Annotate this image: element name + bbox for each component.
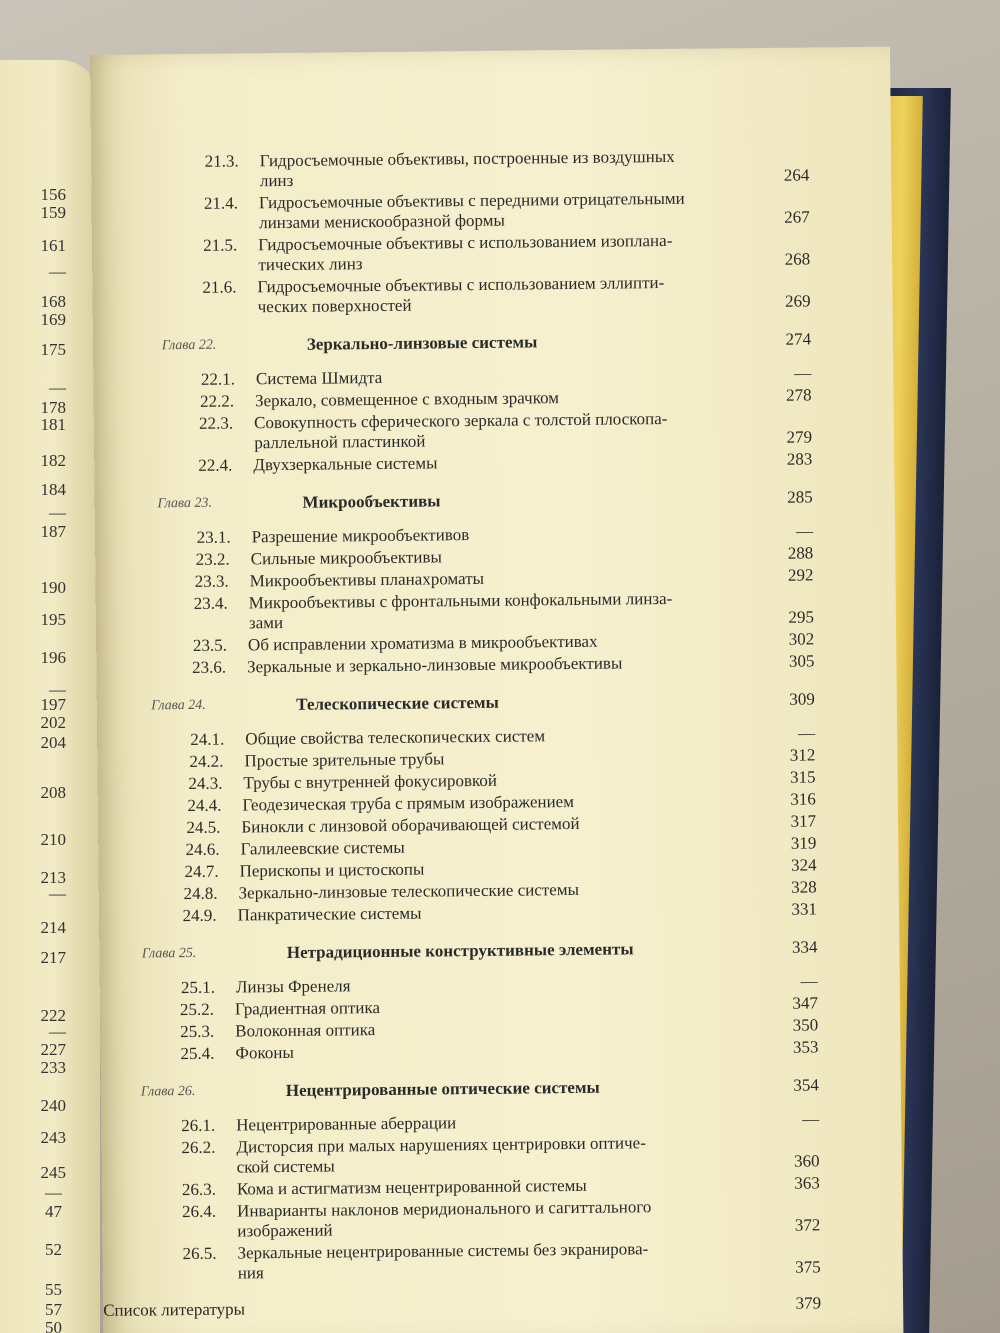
left-page-number: 233 <box>40 1058 66 1077</box>
section-number: 24.7. <box>184 861 219 882</box>
section-title-line: Зеркало, совмещенное с входным зрачком <box>254 388 560 411</box>
section-title-line: Двухзеркальные системы <box>253 453 438 475</box>
section-number: 24.4. <box>187 795 222 816</box>
section-title-line: Перископы и цистоскопы <box>239 859 425 881</box>
section-title-line: Простые зрительные трубы <box>244 749 445 771</box>
section-title-line: Инварианты наклонов меридионального и сагиттального <box>237 1197 652 1221</box>
section-title-line: Дисторсия при малых нарушениях центрировки оптиче- <box>236 1133 646 1157</box>
left-page-number: 195 <box>40 610 66 629</box>
section-title-line: Волоконная оптика <box>235 1020 376 1041</box>
section-title-line: Геодезическая труба с прямым изображением <box>242 791 575 815</box>
page-number: 372 <box>794 1215 821 1235</box>
left-page-number: 196 <box>40 648 66 667</box>
page-number: 309 <box>789 689 815 709</box>
section-number: 21.5. <box>203 235 238 255</box>
section-number: 24.3. <box>188 773 223 794</box>
left-page-number: 178 <box>40 398 66 417</box>
left-page-numbers <box>0 0 100 1333</box>
chapter-label: Глава 24. <box>151 697 206 714</box>
section-number: 22.2. <box>199 391 235 411</box>
left-page-number: 197 <box>40 695 66 714</box>
section-number: 25.1. <box>180 977 216 998</box>
page-number: 331 <box>791 899 818 919</box>
left-page-number: — <box>49 884 66 903</box>
toc-section <box>96 587 896 635</box>
left-page-number: 182 <box>40 451 66 470</box>
toc-section <box>94 407 894 455</box>
page-number: 285 <box>787 487 813 507</box>
section-number: 23.3. <box>194 571 229 591</box>
page-number: — <box>794 363 812 383</box>
section-number: 25.3. <box>180 1021 215 1042</box>
page-number: 324 <box>790 855 817 875</box>
section-number: 23.2. <box>195 549 230 569</box>
left-page-number: — <box>49 503 66 522</box>
section-title-line: тических линз <box>258 254 363 275</box>
section-title-line: ческих поверхностей <box>257 295 412 317</box>
toc-chapter <box>101 1075 901 1103</box>
page-number: 354 <box>793 1075 819 1095</box>
toc-section <box>92 229 892 277</box>
section-title-line: Нецентрированные аберрации <box>236 1113 457 1135</box>
page-number: 316 <box>790 789 816 809</box>
section-number: 22.3. <box>198 413 234 433</box>
page-number: 305 <box>788 651 815 671</box>
left-page-number: — <box>49 262 66 281</box>
section-title-line: Галилеевские системы <box>240 837 405 859</box>
page-number: 283 <box>786 449 813 469</box>
section-title-line: Градиентная оптика <box>234 998 381 1019</box>
section-title-line: Совокупность сферического зеркала с толстой плоскопа- <box>253 408 668 433</box>
section-title-line: Сильные микрообъективы <box>250 547 442 569</box>
section-title-line: Система Шмидта <box>255 367 383 389</box>
page-number: 319 <box>790 833 817 853</box>
section-title-line: Бинокли с линзовой оборачивающей системой <box>241 813 580 837</box>
left-page-number: — <box>49 378 66 397</box>
page-number: 264 <box>783 165 810 185</box>
left-page-number: — <box>49 680 66 699</box>
left-page-number: 213 <box>40 868 66 887</box>
left-page-number: 204 <box>40 733 66 752</box>
page-number: 312 <box>789 745 816 765</box>
section-number: 25.4. <box>180 1043 215 1064</box>
left-page-number: 184 <box>40 480 66 499</box>
section-title-line: Разрешение микрообъективов <box>251 525 470 547</box>
toc-chapter <box>97 689 897 717</box>
page-number: 267 <box>784 207 810 227</box>
page-number: 379 <box>795 1293 822 1313</box>
page-number: 375 <box>795 1257 821 1277</box>
chapter-title: Микрообъективы <box>302 491 441 512</box>
page-number: 334 <box>791 937 818 957</box>
toc-section <box>92 271 892 319</box>
left-page-number: — <box>45 1183 62 1202</box>
page-number: 363 <box>794 1173 820 1193</box>
toc-chapter <box>95 487 895 515</box>
section-title-line: Общие свойства телескопических систем <box>245 726 546 749</box>
page-number: 268 <box>784 249 811 269</box>
left-page-number: 181 <box>40 415 66 434</box>
section-title-line: ния <box>237 1263 264 1283</box>
left-page-number: 190 <box>40 578 66 597</box>
chapter-title: Нецентрированные оптические системы <box>285 1077 600 1101</box>
toc-chapter <box>93 329 893 357</box>
section-title-line: ской системы <box>236 1156 335 1177</box>
left-page-number: 175 <box>40 340 66 359</box>
chapter-label: Глава 26. <box>140 1083 196 1100</box>
left-page-number: 243 <box>40 1128 66 1147</box>
section-title-line: Зеркально-линзовые телескопические системы <box>238 879 580 903</box>
toc-bibliography <box>103 1293 903 1321</box>
section-title-line: изображений <box>237 1220 333 1241</box>
toc-section <box>91 187 891 235</box>
left-page-number: 240 <box>40 1096 66 1115</box>
section-title-line: линзами менискообразной формы <box>259 210 506 233</box>
section-number: 21.3. <box>204 151 239 171</box>
section-number: 24.2. <box>189 751 224 771</box>
left-page-number: 47 <box>45 1202 62 1221</box>
section-number: 23.5. <box>192 635 228 655</box>
chapter-title: Нетрадиционные конструктивные элементы <box>286 939 634 962</box>
section-title-line: Кома и астигматизм нецентрированной системы <box>236 1175 587 1199</box>
left-page-number: 169 <box>40 310 66 329</box>
chapter-title: Телескопические системы <box>296 692 499 714</box>
toc-section <box>102 1237 902 1285</box>
section-number: 26.2. <box>181 1137 216 1158</box>
section-title-line: Гидросъемочные объективы с использованием изопланa- <box>258 230 673 255</box>
section-title-line: Трубы с внутренней фокусировкой <box>243 770 498 793</box>
page-number: 292 <box>787 565 814 585</box>
section-title-line: Гидросъемочные объективы с использованием эллипти- <box>257 272 665 297</box>
section-number: 21.4. <box>203 193 239 213</box>
page-number: 269 <box>785 291 811 311</box>
section-number: 23.4. <box>193 593 228 613</box>
left-page-number: 52 <box>45 1240 62 1259</box>
section-number: 24.5. <box>186 817 221 838</box>
page-number: 315 <box>790 767 816 787</box>
toc-chapter <box>99 937 899 965</box>
page-number: 295 <box>788 607 815 627</box>
left-page-number: 168 <box>40 292 66 311</box>
page-number: 288 <box>787 543 814 563</box>
chapter-label: Глава 25. <box>141 945 197 962</box>
chapter-label: Глава 22. <box>161 337 217 354</box>
section-number: 24.8. <box>183 883 218 904</box>
section-number: 26.4. <box>182 1201 217 1222</box>
section-number: 23.1. <box>196 527 231 547</box>
left-page-number: — <box>49 1022 66 1041</box>
page-number: 328 <box>791 877 817 897</box>
page-number: 302 <box>788 629 815 649</box>
section-title-line: Зеркальные и зеркально-линзовые микрообъективы <box>246 653 623 677</box>
section-number: 26.5. <box>182 1243 217 1264</box>
page-number: — <box>798 723 816 743</box>
section-number: 26.3. <box>181 1179 216 1200</box>
section-title-line: зами <box>248 613 284 633</box>
section-number: 24.9. <box>182 905 217 926</box>
section-title-line: линз <box>259 170 294 191</box>
left-page-number: 208 <box>40 783 66 802</box>
left-page-number: 222 <box>40 1006 66 1025</box>
section-title-line: Гидросъемочные объективы с передними отрицательными <box>258 188 685 213</box>
left-page-number: 217 <box>40 948 66 967</box>
page-number: 279 <box>786 427 813 447</box>
chapter-label: Глава 23. <box>157 495 213 512</box>
toc-section <box>102 1195 902 1243</box>
right-page <box>90 47 903 1333</box>
bibliography-title: Список литературы <box>103 1299 246 1320</box>
left-page-number: 50 <box>45 1318 62 1333</box>
page-number: — <box>800 971 818 991</box>
page-number: 278 <box>786 385 812 405</box>
left-page-number: 57 <box>45 1300 62 1319</box>
left-page-number: 214 <box>40 918 66 937</box>
left-page-number: 159 <box>40 203 66 222</box>
toc-section <box>91 145 891 193</box>
left-page-number: 55 <box>45 1280 62 1299</box>
toc-section <box>101 1131 901 1179</box>
section-title-line: Линзы Френеля <box>235 976 351 997</box>
page-number: — <box>795 521 814 541</box>
section-number: 26.1. <box>181 1115 216 1136</box>
section-number: 22.1. <box>200 369 236 389</box>
table-of-contents <box>90 47 903 1333</box>
page-number: 360 <box>794 1151 820 1171</box>
section-title-line: раллельной пластинкой <box>254 431 426 453</box>
left-page-number: 161 <box>40 236 66 255</box>
section-number: 24.1. <box>190 729 225 749</box>
section-title-line: Микрообъективы с фронтальными конфокальными линза- <box>248 588 673 613</box>
left-page-number: 245 <box>40 1163 66 1182</box>
section-number: 22.4. <box>198 455 233 475</box>
section-title-line: Фоконы <box>235 1042 294 1063</box>
section-title-line: Зеркальные нецентрированные системы без экранирова- <box>237 1239 649 1263</box>
section-title-line: Микрообъективы планахроматы <box>249 568 485 591</box>
section-number: 24.6. <box>185 839 220 860</box>
section-number: 25.2. <box>179 999 215 1020</box>
left-page-number: 202 <box>40 713 66 732</box>
page-number: 274 <box>785 329 812 349</box>
left-page-number: 227 <box>40 1040 66 1059</box>
section-title-line: Гидросъемочные объективы, построенные из воздушных <box>259 146 675 171</box>
page-number: 347 <box>792 993 819 1013</box>
page-number: 350 <box>792 1015 819 1035</box>
left-page-number: 156 <box>40 185 66 204</box>
page-number: 353 <box>792 1037 819 1057</box>
chapter-title: Зеркально-линзовые системы <box>306 332 538 354</box>
left-page-number: 210 <box>40 830 66 849</box>
section-title-line: Панкратические системы <box>237 903 422 925</box>
page-number: — <box>802 1109 820 1129</box>
section-number: 21.6. <box>202 277 237 297</box>
page-number: 317 <box>790 811 817 831</box>
left-page-number: 187 <box>40 522 66 541</box>
section-title-line: Об исправлении хроматизма в микрообъективах <box>247 631 598 655</box>
section-number: 23.6. <box>191 657 227 677</box>
